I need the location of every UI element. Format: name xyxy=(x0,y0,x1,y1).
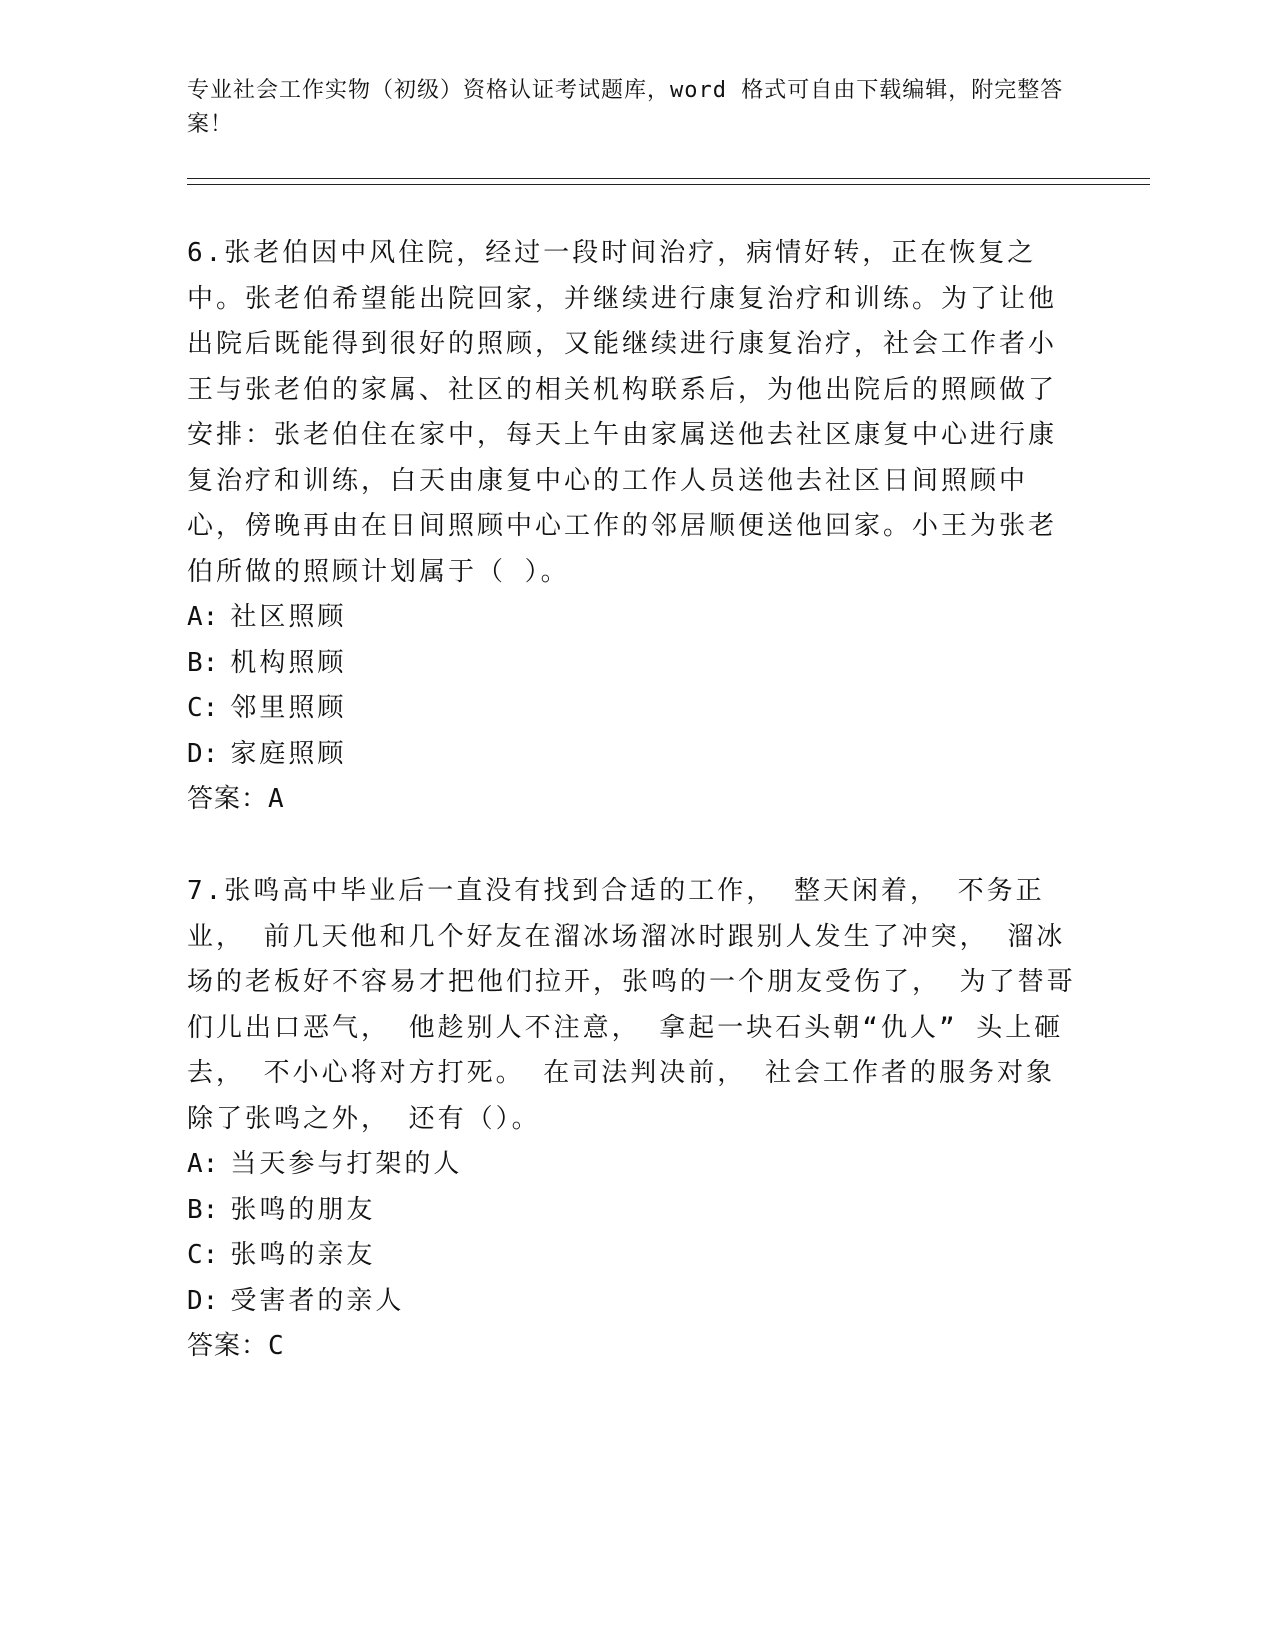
option-text: 当天参与打架的人 xyxy=(230,1149,463,1179)
option-key: C: xyxy=(187,1240,219,1270)
option-text: 机构照顾 xyxy=(230,647,347,678)
option-a xyxy=(187,1142,1077,1188)
option-text: 邻里照顾 xyxy=(230,693,347,723)
option-c xyxy=(187,686,1077,732)
option-text: 社区照顾 xyxy=(230,602,347,632)
question-stem: 7.张鸣高中毕业后一直没有找到合适的工作， 整天闲着， 不务正业， 前几天他和几个好友在溜冰场溜冰时跟别人发生了冲突， 溜冰场的老板好不容易才把他们拉开，张鸣的一个朋友受伤了， 为了替哥们儿出口恶气， 他趁别人不注意， 拿起一块石头朝“仇人” 头上砸去， 不小心将对方打死。 在司法判决前， 社会工作者的服务对象除了张鸣之外， 还有（）。 xyxy=(187,876,1076,1134)
header-divider-bottom xyxy=(187,184,1150,185)
header-divider-top xyxy=(187,178,1150,179)
answer-label: 答案： xyxy=(187,1331,269,1361)
answer-label: 答案： xyxy=(187,784,269,814)
option-text: 受害者的亲人 xyxy=(230,1285,405,1316)
option-c xyxy=(187,1233,1077,1279)
option-key: A: xyxy=(187,1149,219,1179)
answer-value: A xyxy=(268,784,285,814)
answer-line xyxy=(187,777,1077,823)
option-b xyxy=(187,1188,1077,1234)
option-key: A: xyxy=(187,602,219,632)
option-d xyxy=(187,1279,1077,1325)
question-7 xyxy=(187,869,1077,1370)
option-d xyxy=(187,732,1077,778)
question-6 xyxy=(187,231,1077,823)
option-text: 张鸣的亲友 xyxy=(230,1240,376,1270)
option-key: C: xyxy=(187,693,219,723)
answer-value: C xyxy=(268,1331,285,1361)
option-text: 张鸣的朋友 xyxy=(230,1194,376,1225)
option-key: D: xyxy=(187,738,219,769)
option-b xyxy=(187,641,1077,687)
option-text: 家庭照顾 xyxy=(230,738,347,769)
option-a xyxy=(187,595,1077,641)
document-header: 专业社会工作实物（初级）资格认证考试题库，word 格式可自由下载编辑，附完整答案！ xyxy=(187,78,1064,137)
option-key: B: xyxy=(187,647,219,678)
question-stem: 6.张老伯因中风住院，经过一段时间治疗，病情好转，正在恢复之中。张老伯希望能出院回家，并继续进行康复治疗和训练。为了让他出院后既能得到很好的照顾，又能继续进行康复治疗，社会工作者小王与张老伯的家属、社区的相关机构联系后，为他出院后的照顾做了安排：张老伯住在家中，每天上午由家属送他去社区康复中心进行康复治疗和训练，白天由康复中心的工作人员送他去社区日间照顾中心，傍晚再由在日间照顾中心工作的邻居顺便送他回家。小王为张老伯所做的照顾计划属于（ ）。 xyxy=(187,238,1058,587)
option-key: B: xyxy=(187,1194,219,1225)
answer-line xyxy=(187,1324,1077,1370)
option-key: D: xyxy=(187,1285,219,1316)
